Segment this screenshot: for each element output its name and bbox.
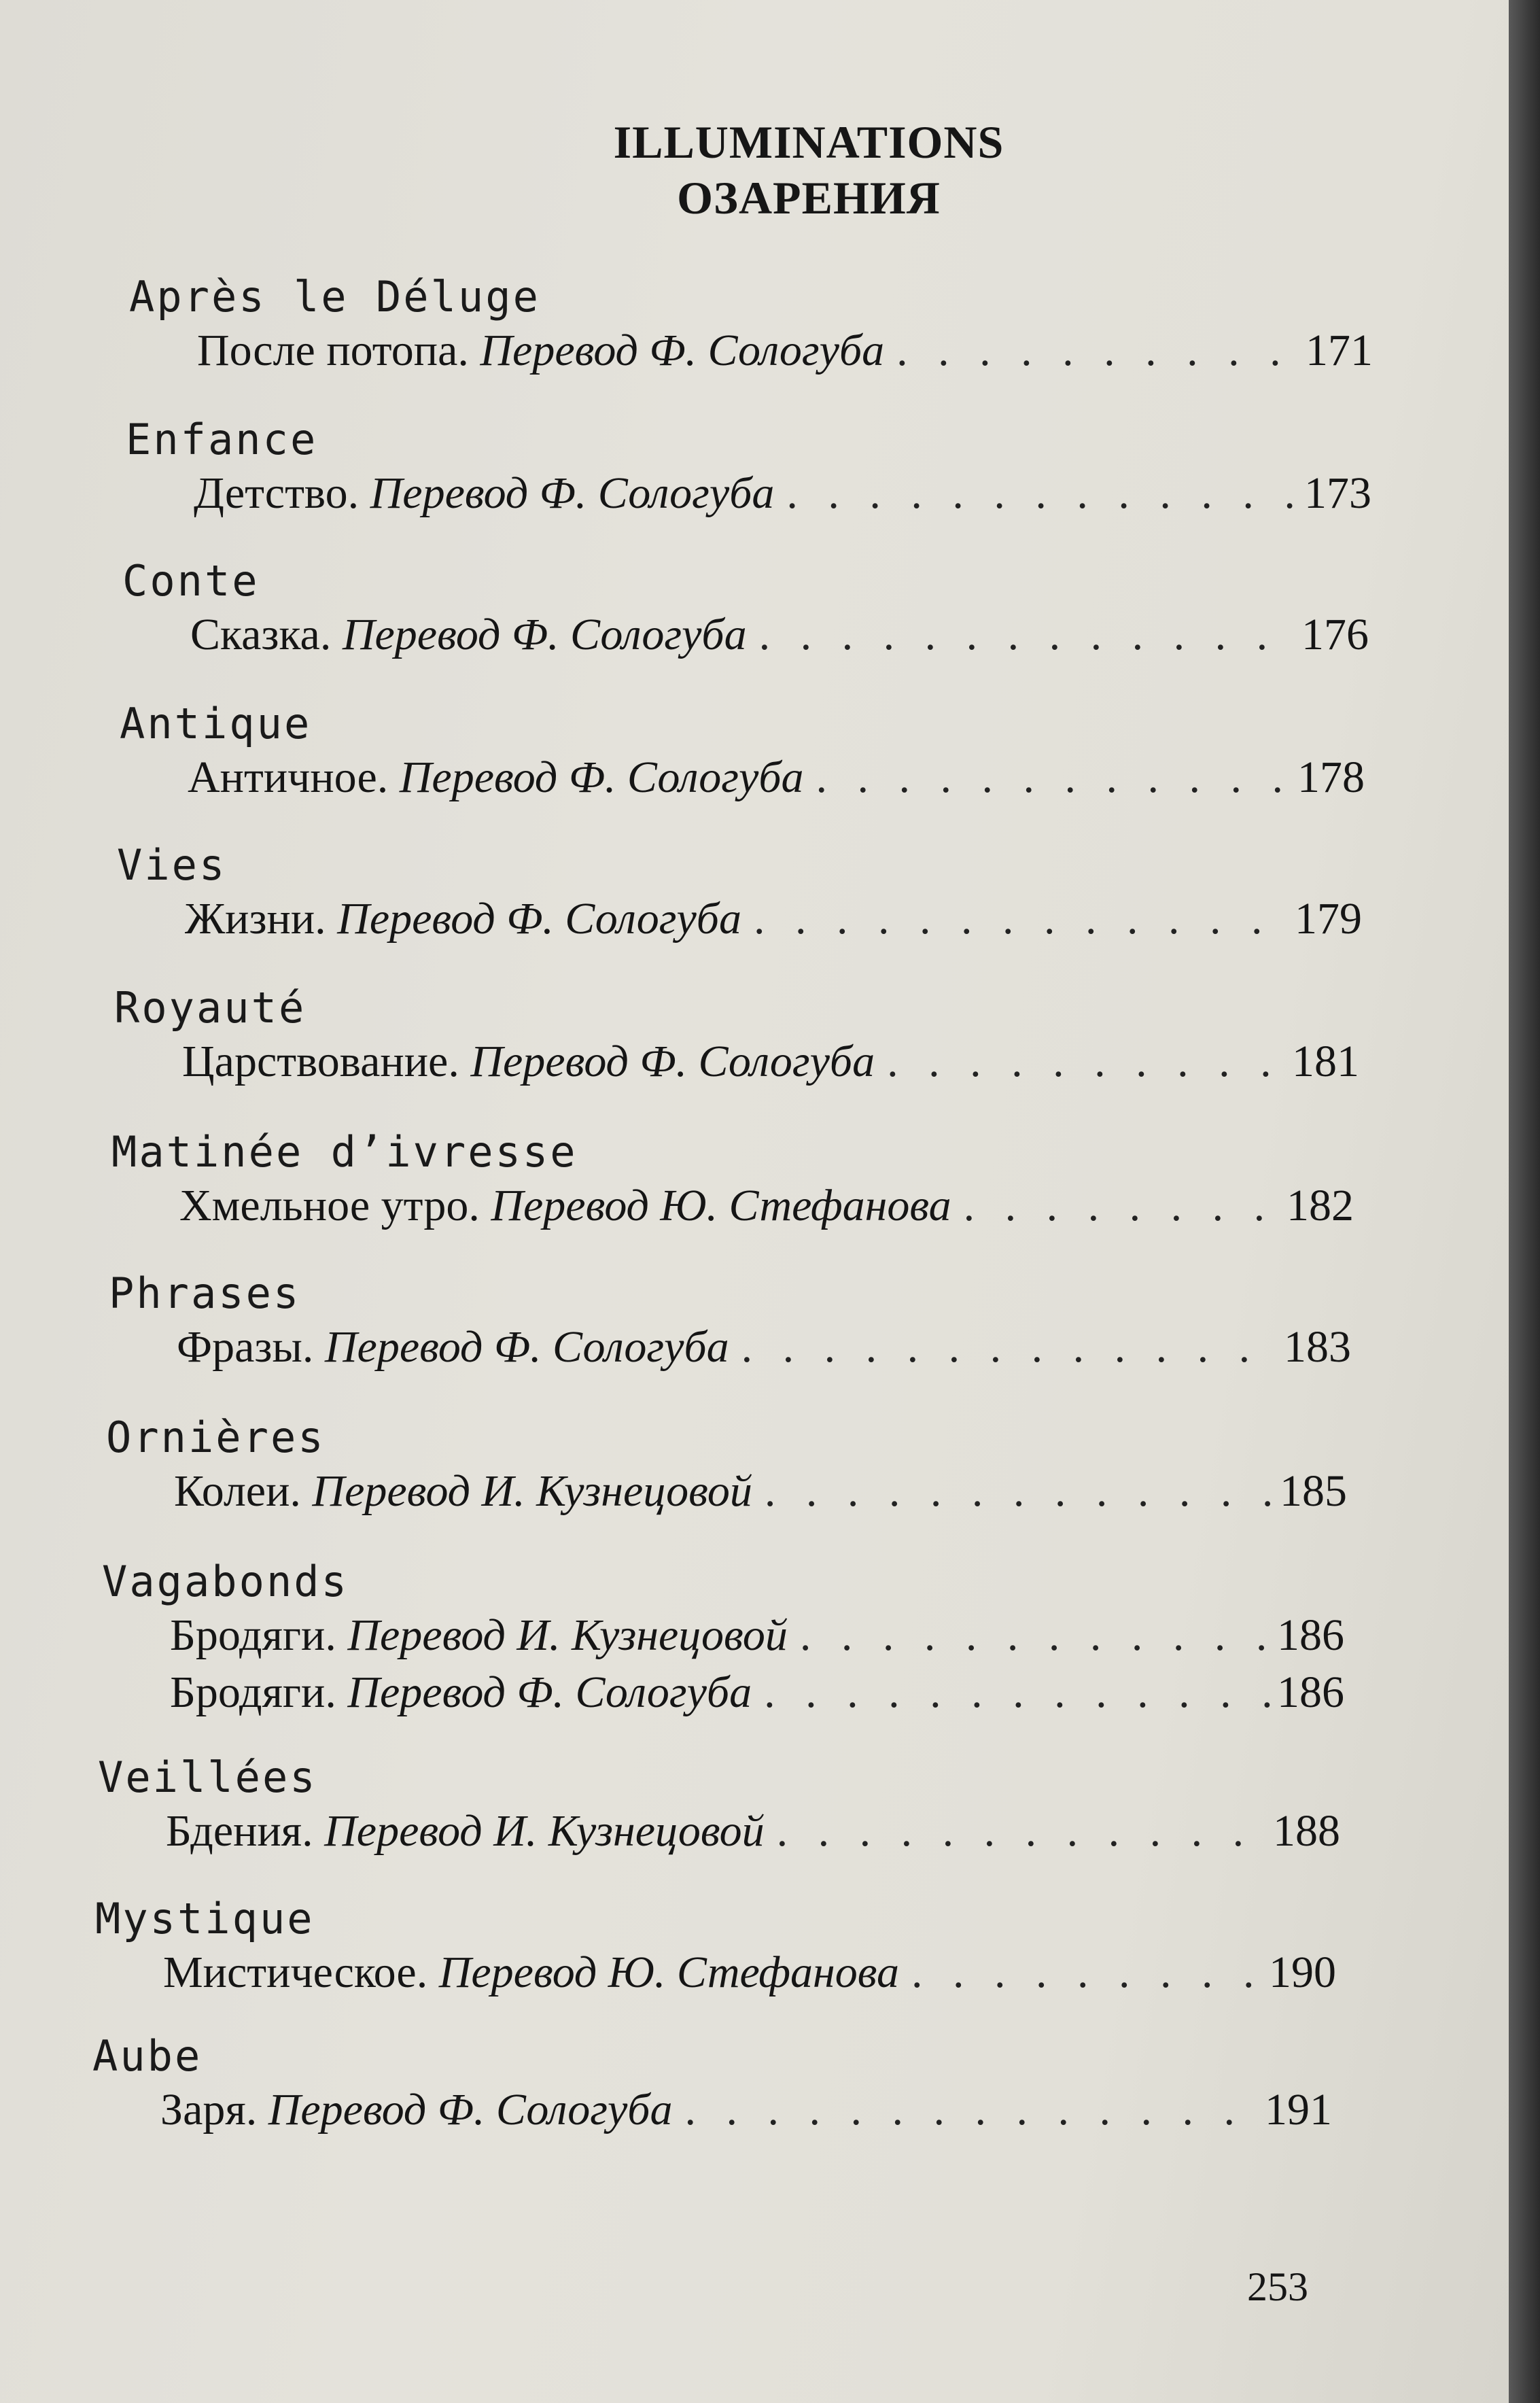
translated-title: Фразы. (177, 1322, 314, 1372)
toc-entry (102, 1557, 1344, 1721)
dot-leader (765, 1803, 1270, 1860)
toc-entry (114, 983, 1359, 1090)
translator-credit: Перевод Ф. Сологуба (399, 753, 804, 802)
translation-line (190, 606, 1369, 663)
translated-title: Бродяги. (170, 1667, 336, 1717)
toc-page-number: 186 (1277, 1667, 1344, 1717)
dot-leader (673, 2081, 1263, 2139)
translator-credit: Перевод Ф. Сологуба (370, 468, 775, 518)
toc-page-number: 186 (1277, 1610, 1344, 1660)
toc-entry (122, 556, 1369, 663)
translation-line (160, 2081, 1332, 2139)
translator-credit: Перевод Ю. Стефанова (438, 1948, 899, 1997)
dot-leader (875, 1033, 1289, 1090)
translator-credit: Перевод Ф. Сологуба (268, 2085, 673, 2134)
translator-credit: Перевод Ф. Сологуба (337, 894, 741, 944)
poem-original-title: Conte (122, 556, 260, 606)
translated-title: После потопа. (197, 326, 469, 375)
translator-credit: Перевод И. Кузнецовой (347, 1610, 788, 1660)
translator-credit: Перевод И. Кузнецовой (312, 1466, 752, 1516)
toc-page-number: 190 (1269, 1948, 1336, 1997)
toc-page-number: 173 (1304, 468, 1371, 518)
translation-line (174, 1463, 1347, 1520)
translated-title: Античное. (188, 753, 389, 802)
translation-line (197, 322, 1373, 379)
translation-line (170, 1664, 1344, 1721)
translation-line (177, 1319, 1351, 1376)
toc-entry (129, 272, 1373, 379)
poem-original-title: Mystique (95, 1894, 315, 1943)
toc-entry (109, 1268, 1351, 1376)
dot-leader (752, 1664, 1274, 1721)
section-title-russian: ОЗАРЕНИЯ (677, 172, 941, 224)
translated-title: Бдения. (166, 1806, 313, 1856)
translated-title: Мистическое. (163, 1948, 428, 1997)
poem-original-title: Phrases (109, 1268, 301, 1318)
toc-page-number: 171 (1306, 326, 1373, 375)
translated-title: Детство. (194, 468, 360, 518)
translator-credit: Перевод Ф. Сологуба (342, 610, 747, 659)
translation-line (188, 749, 1365, 806)
poem-original-title: Aube (92, 2031, 203, 2081)
poem-original-title: Ornières (106, 1413, 326, 1462)
dot-leader (899, 1944, 1266, 2001)
page-number: 253 (1247, 2264, 1308, 2309)
poem-original-title: Enfance (126, 415, 318, 464)
translation-line (182, 1033, 1359, 1090)
dot-leader (752, 1463, 1277, 1520)
toc-page-number: 176 (1301, 610, 1369, 659)
dot-leader (804, 749, 1295, 806)
translated-title: Жизни. (185, 894, 326, 944)
toc-entry (126, 415, 1371, 522)
toc-entry (92, 2031, 1332, 2139)
section-title-french: ILLUMINATIONS (613, 116, 1004, 168)
poem-original-title: Après le Déluge (129, 272, 540, 322)
translated-title: Сказка. (190, 610, 332, 659)
translator-credit: Перевод Ф. Сологуба (470, 1037, 875, 1086)
toc-entry (98, 1752, 1340, 1860)
translated-title: Колеи. (174, 1466, 301, 1516)
dot-leader (729, 1319, 1281, 1376)
poem-original-title: Vagabonds (102, 1557, 349, 1606)
translation-line (185, 891, 1362, 948)
poem-original-title: Vies (117, 840, 227, 890)
toc-page-number: 183 (1284, 1322, 1351, 1372)
translator-credit: Перевод Ф. Сологуба (347, 1667, 752, 1717)
dot-leader (774, 465, 1301, 522)
translation-line (163, 1944, 1336, 2001)
translator-credit: Перевод Ф. Сологуба (324, 1322, 729, 1372)
translated-title: Заря. (160, 2085, 258, 2134)
dot-leader (951, 1177, 1284, 1234)
toc-entry (117, 840, 1362, 948)
dot-leader (884, 322, 1303, 379)
translator-credit: Перевод Ю. Стефанова (491, 1181, 951, 1230)
translation-line (166, 1803, 1340, 1860)
toc-entry (95, 1894, 1336, 2001)
page-edge-shadow (1509, 0, 1540, 2403)
toc-entry (106, 1413, 1347, 1520)
translation-line (179, 1177, 1354, 1234)
toc-page-number: 181 (1292, 1037, 1359, 1086)
toc-entry (120, 699, 1365, 806)
poem-original-title: Royauté (114, 983, 307, 1033)
dot-leader (747, 606, 1299, 663)
translation-line (194, 465, 1371, 522)
toc-page-number: 178 (1297, 753, 1365, 802)
translated-title: Царствование. (182, 1037, 459, 1086)
dot-leader (741, 891, 1292, 948)
poem-original-title: Antique (120, 699, 312, 748)
toc-page-number: 191 (1265, 2085, 1332, 2134)
toc-page-number: 179 (1295, 894, 1362, 944)
translator-credit: Перевод И. Кузнецовой (324, 1806, 765, 1856)
translated-title: Хмельное утро. (179, 1181, 480, 1230)
toc-page-number: 188 (1273, 1806, 1340, 1856)
toc-page-number: 182 (1287, 1181, 1354, 1230)
dot-leader (788, 1607, 1274, 1664)
translator-credit: Перевод Ф. Сологуба (480, 326, 885, 375)
toc-entry (111, 1127, 1354, 1234)
toc-page-number: 185 (1280, 1466, 1347, 1516)
poem-original-title: Veillées (98, 1752, 317, 1802)
translation-line (170, 1607, 1344, 1664)
translated-title: Бродяги. (170, 1610, 336, 1660)
poem-original-title: Matinée d’ivresse (111, 1127, 578, 1177)
